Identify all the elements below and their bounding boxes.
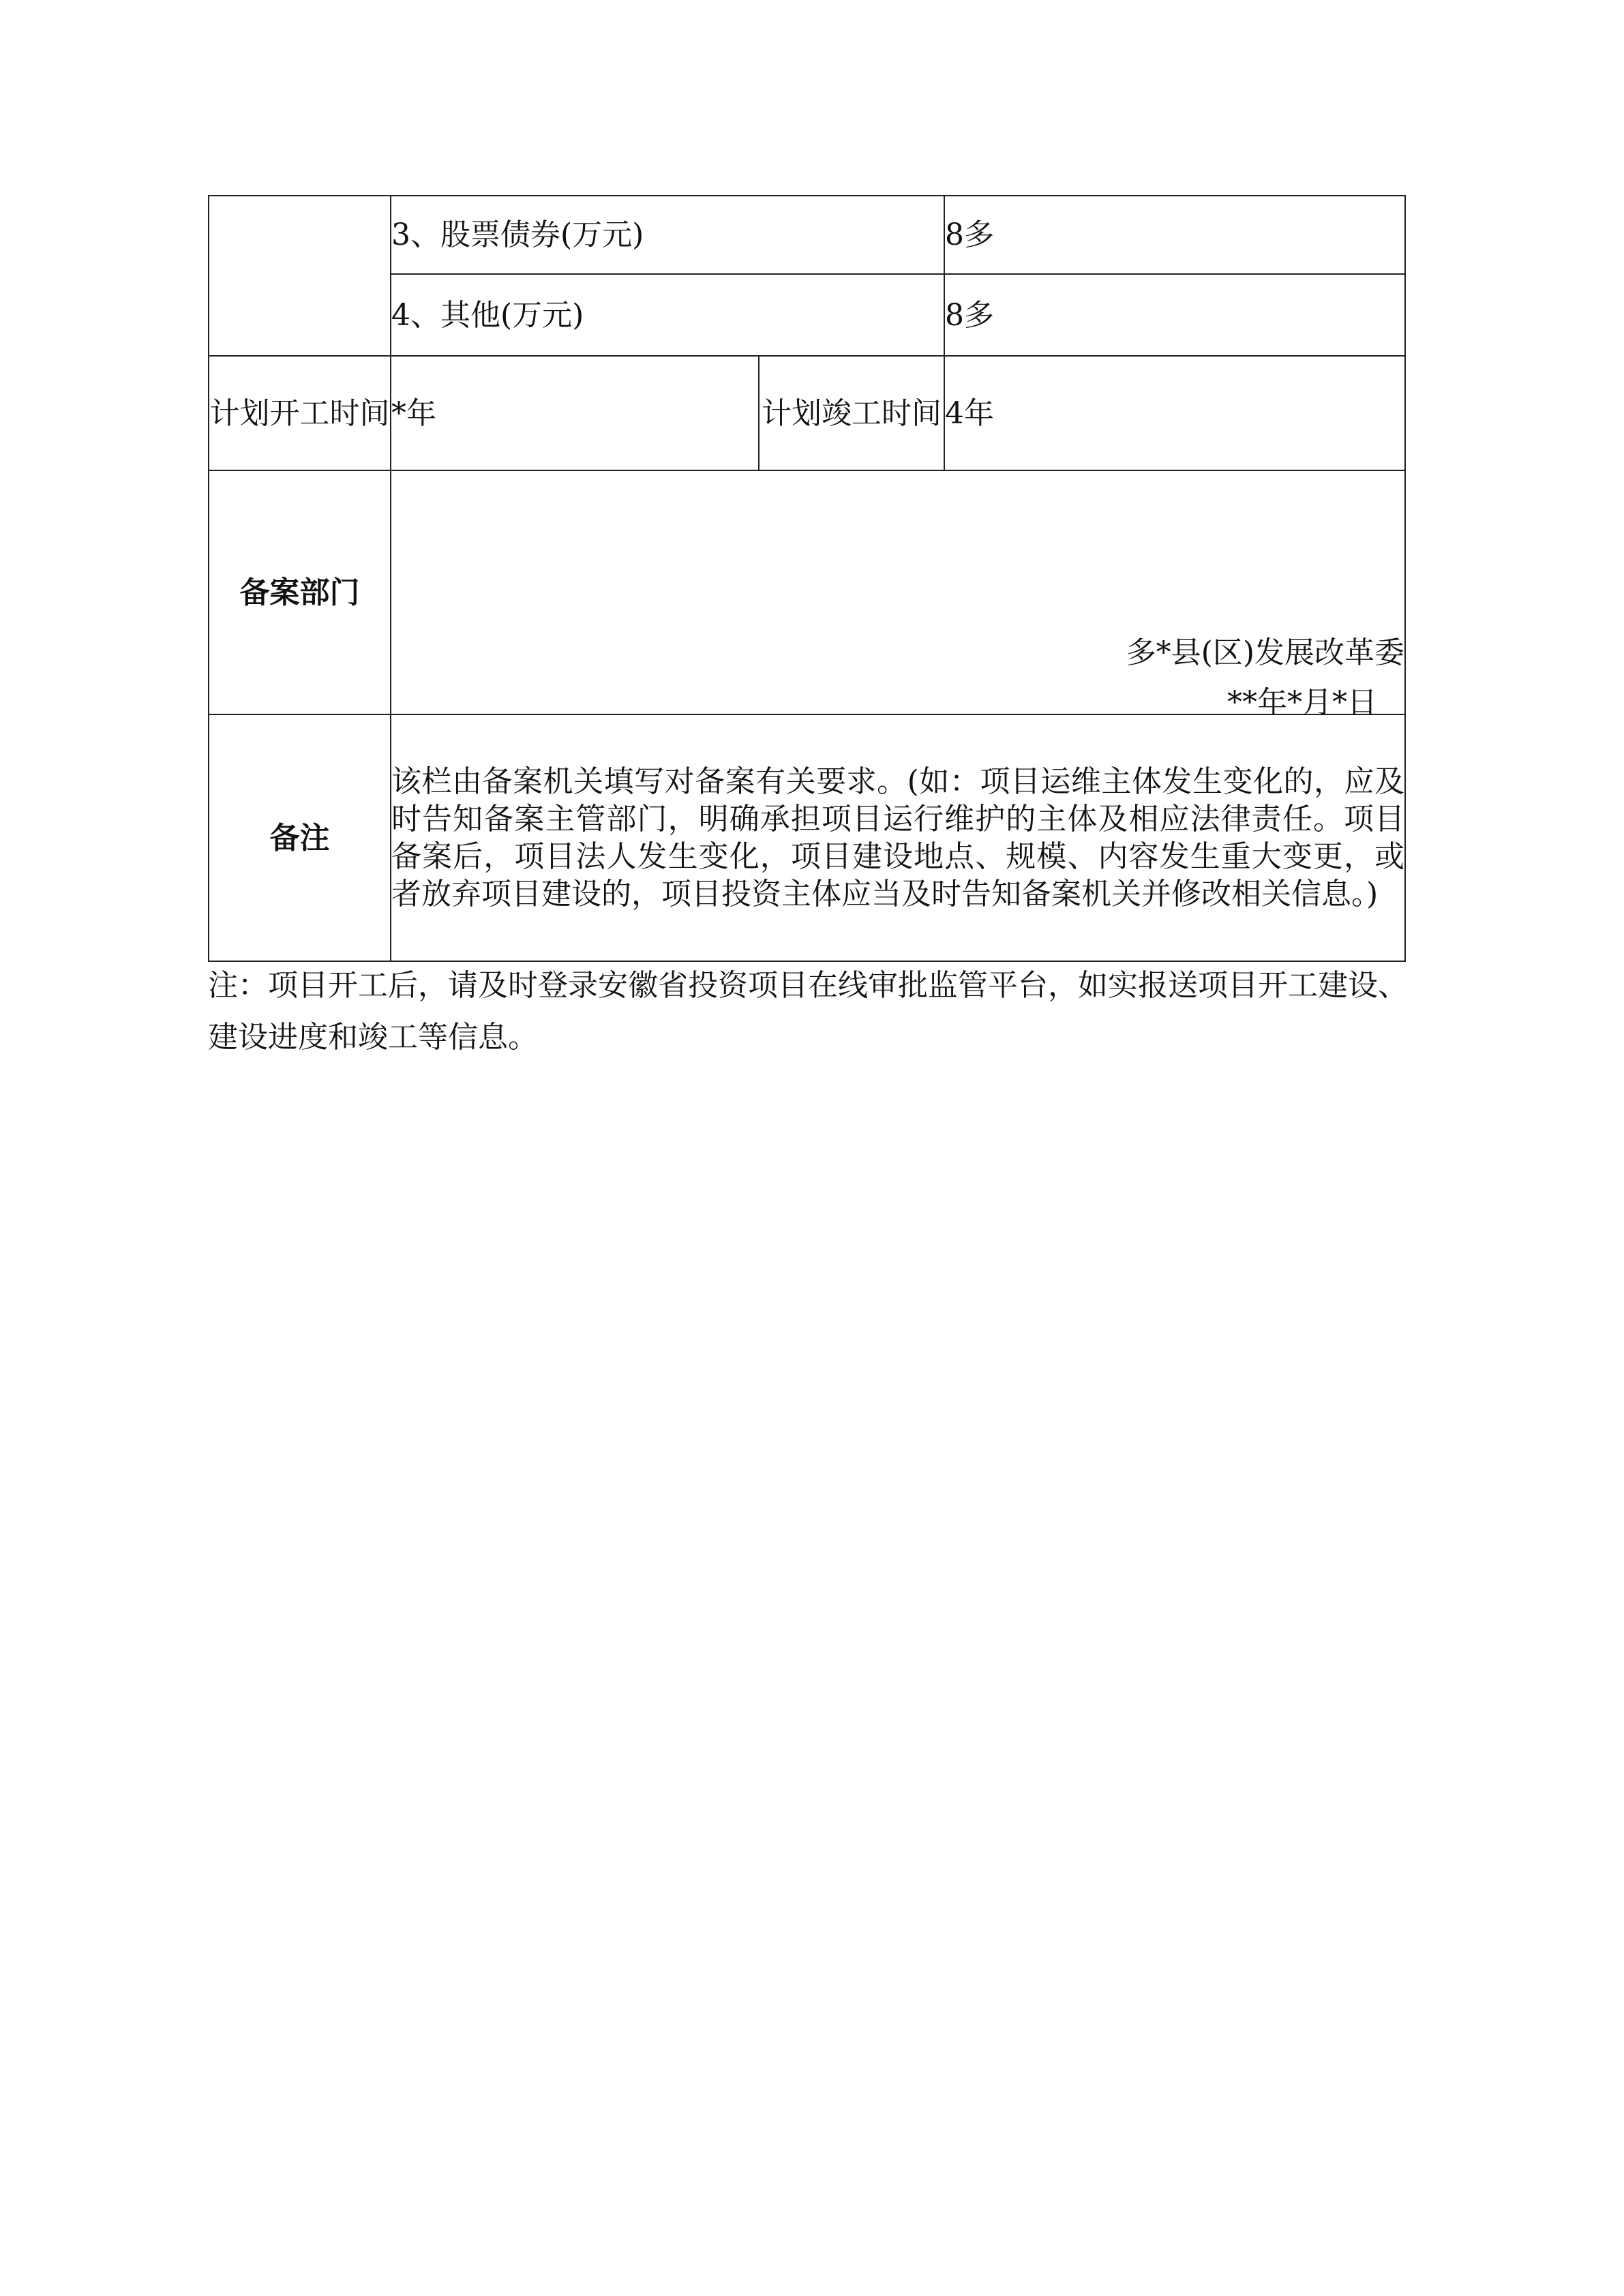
planned-start-value: *年 [391,356,759,470]
schedule-row [209,356,1405,470]
filing-dept-label: 备案部门 [209,470,391,714]
planned-completion-value: 4年 [944,356,1405,470]
financing-group-label-cell [209,196,391,356]
planned-start-label: 计划开工时间 [209,356,391,470]
filing-dept-date: **年*月*日 [1227,685,1378,720]
other-funding-value: 8多 [944,274,1405,356]
other-funding-label: 4、其他(万元) [391,274,944,356]
stocks-bonds-value: 8多 [944,196,1405,274]
planned-completion-label: 计划竣工时间 [759,356,944,470]
remarks-row [209,714,1405,961]
filing-dept-content [391,470,1405,720]
filing-dept-signature [1126,628,1404,727]
footnote: 注：项目开工后，请及时登录安徽省投资项目在线审批监管平台，如实报送项目开工建设、建设进度和竣工等信息。 [208,968,1408,1055]
remarks-text: 该栏由备案机关填写对备案有关要求。(如：项目运维主体发生变化的，应及时告知备案主管部门，明确承担项目运行维护的主体及相应法律责任。项目备案后，项目法人发生变化，项目建设地点、规模、内容发生重大变更，或者放弃项目建设的，项目投资主体应当及时告知备案机关并修改相关信息。) [391,714,1405,961]
project-filing-form-table [208,195,1406,962]
remarks-label: 备注 [209,714,391,961]
financing-row-stocks-bonds [209,196,1405,274]
filing-dept-org-name: 多*县(区)发展改革委 [1126,635,1405,670]
filing-dept-signature-area [391,471,1405,720]
filing-dept-row [209,470,1405,714]
stocks-bonds-label: 3、股票债券(万元) [391,196,944,274]
